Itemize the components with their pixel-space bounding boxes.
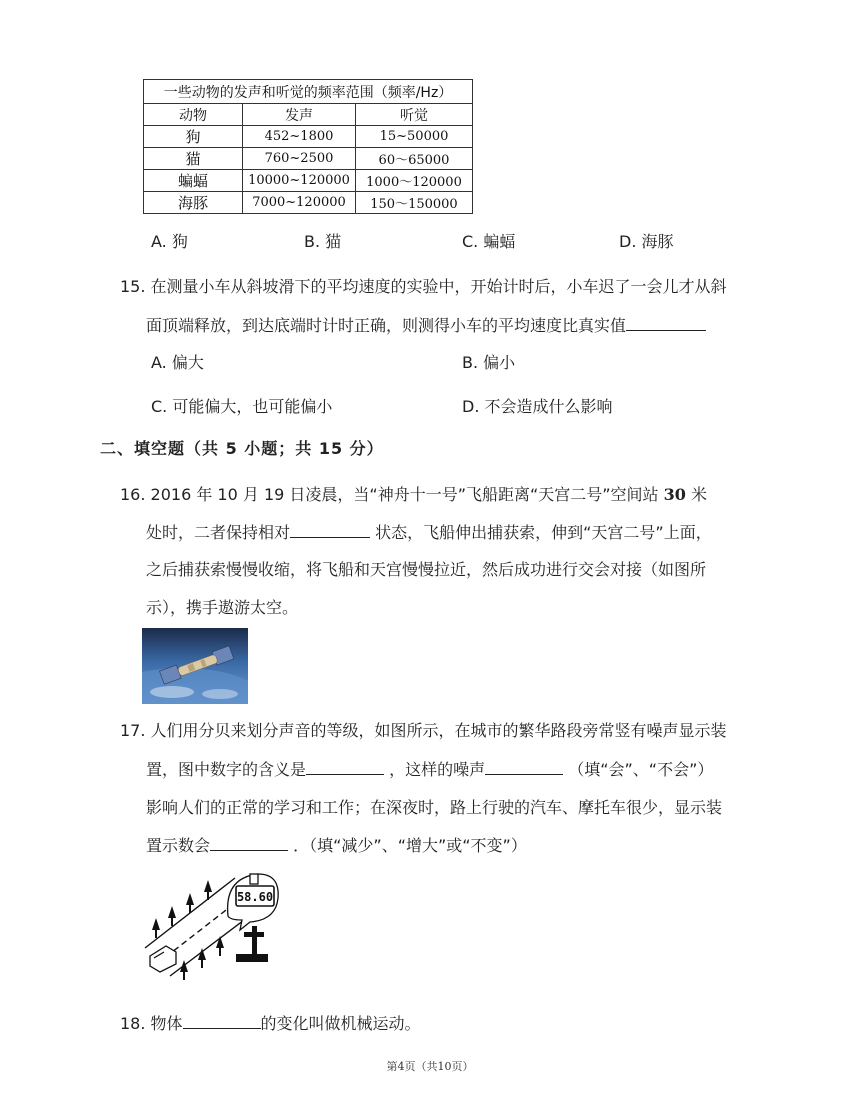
q17-line2-text-c: （填“会”、“不会”） bbox=[568, 760, 714, 779]
table-row bbox=[144, 126, 473, 148]
table-cell: 60～65000 bbox=[356, 148, 473, 170]
table-header: 发声 bbox=[243, 104, 356, 126]
q15-line1: 15. 在测量小车从斜坡滑下的平均速度的实验中，开始计时后，小车迟了一会儿才从斜 bbox=[120, 277, 727, 296]
q17-line2-text-b: ，这样的噪声 bbox=[389, 760, 486, 779]
q15-line2-text: 面顶端释放，到达底端时计时正确，则测得小车的平均速度比真实值 bbox=[146, 316, 627, 335]
q16-line2 bbox=[146, 520, 712, 543]
table-cell: 10000~120000 bbox=[243, 170, 356, 192]
q15-line2 bbox=[146, 313, 706, 336]
answer-blank bbox=[626, 329, 706, 331]
q18-line bbox=[120, 1011, 421, 1034]
q18-text-a: 18. 物体 bbox=[120, 1014, 183, 1033]
q17-line4 bbox=[146, 833, 527, 856]
noise-display-image bbox=[140, 868, 280, 988]
table-header: 听觉 bbox=[356, 104, 473, 126]
answer-blank bbox=[210, 849, 288, 851]
q16-line1-unit: 米 bbox=[691, 485, 708, 504]
q17-line4-text-a: 置示数会 bbox=[146, 836, 211, 855]
q16-line2-text-a: 处时，二者保持相对 bbox=[146, 523, 291, 542]
q15-option-a: A. 偏大 bbox=[151, 353, 204, 372]
q16-line1-text: 16. 2016 年 10 月 19 日凌晨，当“神舟十一号”飞船距离“天宫二号”空间站 bbox=[120, 485, 659, 504]
q14-option-d: D. 海豚 bbox=[619, 232, 674, 251]
q14-option-b: B. 猫 bbox=[304, 232, 342, 251]
space-station-image bbox=[142, 628, 248, 704]
q16-line2-text-b: 状态，飞船伸出捕获索，伸到“天宫二号”上面， bbox=[375, 523, 712, 542]
q17-line3: 影响人们的正常的学习和工作；在深夜时，路上行驶的汽车、摩托车很少，显示装 bbox=[146, 798, 723, 817]
q17-line2 bbox=[146, 757, 713, 780]
q14-option-c: C. 蝙蝠 bbox=[462, 232, 516, 251]
answer-blank bbox=[290, 536, 370, 538]
page-footer: 第4页（共10页） bbox=[386, 1060, 474, 1073]
table-cell: 150～150000 bbox=[356, 192, 473, 214]
table-row bbox=[144, 192, 473, 214]
table-title: 一些动物的发声和听觉的频率范围（频率/Hz） bbox=[144, 80, 473, 104]
q15-option-d: D. 不会造成什么影响 bbox=[462, 397, 613, 416]
table-cell: 15~50000 bbox=[356, 126, 473, 148]
q17-line1: 17. 人们用分贝来划分声音的等级，如图所示，在城市的繁华路段旁常竖有噪声显示装 bbox=[120, 721, 727, 740]
table-cell: 1000～120000 bbox=[356, 170, 473, 192]
table-cell: 海豚 bbox=[144, 192, 243, 214]
answer-blank bbox=[183, 1027, 261, 1029]
q16-distance-number: 30 bbox=[663, 485, 686, 504]
noise-display-value: 58.60 bbox=[236, 890, 274, 904]
table-cell: 猫 bbox=[144, 148, 243, 170]
table-cell: 蝙蝠 bbox=[144, 170, 243, 192]
q17-line4-text-b: ．（填“减少”、“增大”或“不变”） bbox=[293, 836, 527, 855]
q14-option-a: A. 狗 bbox=[151, 232, 188, 251]
table-row bbox=[144, 148, 473, 170]
table-cell: 狗 bbox=[144, 126, 243, 148]
q17-line2-text-a: 置，图中数字的含义是 bbox=[146, 760, 307, 779]
q15-option-b: B. 偏小 bbox=[462, 353, 516, 372]
table-header: 动物 bbox=[144, 104, 243, 126]
q16-line4: 示），携手遨游太空。 bbox=[146, 598, 299, 617]
q18-text-b: 的变化叫做机械运动。 bbox=[260, 1014, 421, 1033]
table-cell: 452~1800 bbox=[243, 126, 356, 148]
q16-line1 bbox=[120, 482, 707, 505]
section-title: 二、填空题（共 5 小题；共 15 分） bbox=[100, 439, 384, 458]
table-cell: 7000~120000 bbox=[243, 192, 356, 214]
table-row bbox=[144, 170, 473, 192]
table-cell: 760~2500 bbox=[243, 148, 356, 170]
q16-line3: 之后捕获索慢慢收缩，将飞船和天宫慢慢拉近，然后成功进行交会对接（如图所 bbox=[146, 560, 707, 579]
answer-blank bbox=[306, 773, 384, 775]
answer-blank bbox=[485, 773, 563, 775]
q15-option-c: C. 可能偏大，也可能偏小 bbox=[151, 397, 333, 416]
frequency-table bbox=[143, 79, 473, 214]
